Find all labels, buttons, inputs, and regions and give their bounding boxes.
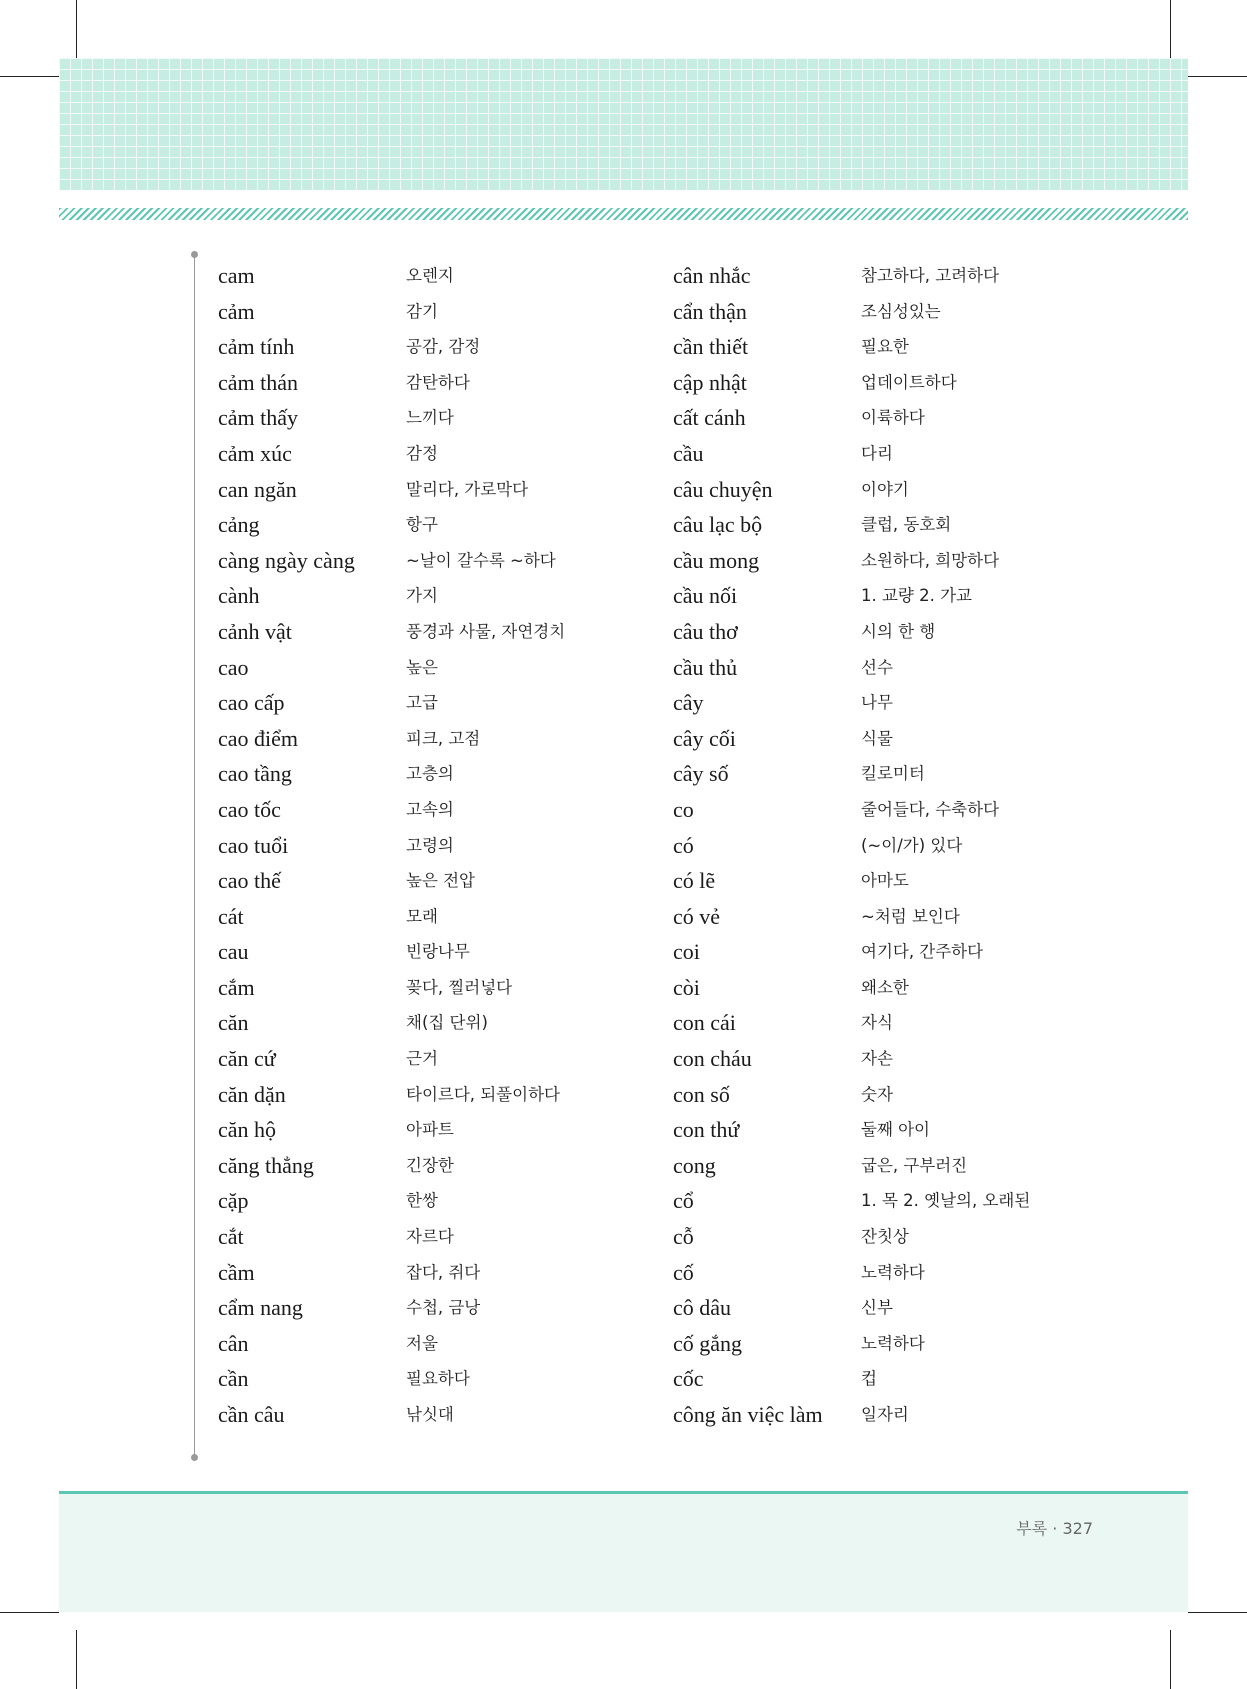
vietnamese-term: cốc (673, 1366, 704, 1392)
glossary-entry (218, 1219, 658, 1255)
glossary-entry (218, 1361, 658, 1397)
crop-mark-bottom-left-v (76, 1630, 77, 1689)
korean-meaning: 둘째 아이 (861, 1120, 931, 1140)
vietnamese-term: cố gắng (673, 1330, 743, 1356)
vietnamese-term: cây cối (673, 725, 736, 751)
korean-meaning: (~이/가) 있다 (861, 835, 963, 855)
vietnamese-term: cau (218, 939, 249, 965)
vietnamese-term: cầu (673, 440, 704, 466)
vietnamese-term: cao cấp (218, 690, 285, 716)
vietnamese-term: có (673, 832, 694, 858)
vietnamese-term: cân (218, 1330, 249, 1356)
korean-meaning: 나무 (861, 693, 893, 713)
vietnamese-term: có lẽ (673, 868, 716, 894)
vietnamese-term: cành (218, 583, 260, 609)
glossary-entry (673, 1397, 1113, 1433)
glossary-entry (673, 1326, 1113, 1362)
margin-rule-bottom-dot (191, 1454, 198, 1461)
vietnamese-term: cầu thủ (673, 654, 738, 680)
korean-meaning: 높은 전압 (406, 871, 476, 891)
vietnamese-term: cát (218, 903, 244, 929)
korean-meaning: 신부 (861, 1298, 893, 1318)
glossary-entry (673, 970, 1113, 1006)
korean-meaning: 항구 (406, 515, 438, 535)
glossary-entry (218, 1112, 658, 1148)
vietnamese-term: cao (218, 654, 249, 680)
korean-meaning: 필요한 (861, 337, 909, 357)
vietnamese-term: căn hộ (218, 1117, 277, 1143)
korean-meaning: 자손 (861, 1049, 893, 1069)
footer-band (59, 1494, 1188, 1612)
page-number: 327 (1062, 1519, 1093, 1538)
korean-meaning: 클럽, 동호회 (861, 515, 952, 535)
vietnamese-term: cảng (218, 512, 260, 538)
korean-meaning: 자르다 (406, 1227, 454, 1247)
korean-meaning: 이륙하다 (861, 408, 925, 428)
glossary-entry (673, 400, 1113, 436)
glossary-entry (218, 507, 658, 543)
korean-meaning: 수첩, 금낭 (406, 1298, 481, 1318)
korean-meaning: 오렌지 (406, 266, 454, 285)
glossary-entry (218, 472, 658, 508)
vietnamese-term: cây (673, 690, 704, 716)
korean-meaning: 식물 (861, 728, 893, 748)
glossary-entry (673, 1219, 1113, 1255)
glossary-entry (218, 578, 658, 614)
glossary-entry (218, 721, 658, 757)
korean-meaning: ~처럼 보인다 (861, 906, 960, 926)
korean-meaning: 아파트 (406, 1120, 454, 1140)
glossary-entry (218, 650, 658, 686)
glossary-column-right (673, 258, 1113, 1433)
korean-meaning: ~날이 갈수록 ~하다 (406, 550, 556, 570)
korean-meaning: 말리다, 가로막다 (406, 479, 529, 499)
glossary-entry (218, 1183, 658, 1219)
glossary-entry (218, 400, 658, 436)
margin-rule (194, 254, 195, 1458)
crop-mark-top-right-v (1170, 0, 1171, 58)
header-grid-band (59, 58, 1188, 190)
glossary-entry (218, 614, 658, 650)
vietnamese-term: con cái (673, 1010, 736, 1036)
vietnamese-term: câu chuyện (673, 476, 773, 502)
glossary-entry (673, 756, 1113, 792)
vietnamese-term: cô dâu (673, 1295, 732, 1321)
korean-meaning: 자식 (861, 1013, 893, 1033)
korean-meaning: 킬로미터 (861, 764, 925, 784)
vietnamese-term: cập nhật (673, 369, 747, 395)
header-stripe-band (59, 208, 1188, 220)
korean-meaning: 빈랑나무 (406, 942, 470, 962)
korean-meaning: 감탄하다 (406, 372, 470, 392)
korean-meaning: 고급 (406, 693, 438, 713)
korean-meaning: 1. 교량 2. 가교 (861, 586, 972, 606)
glossary-entry (218, 685, 658, 721)
glossary-entry (673, 685, 1113, 721)
glossary-entry (218, 1326, 658, 1362)
glossary-entry (218, 543, 658, 579)
glossary-entry (673, 1290, 1113, 1326)
vietnamese-term: cắm (218, 974, 255, 1000)
vietnamese-term: con thứ (673, 1117, 740, 1143)
korean-meaning: 가지 (406, 586, 438, 606)
vietnamese-term: cố (673, 1259, 694, 1285)
glossary-entry (673, 863, 1113, 899)
vietnamese-term: cam (218, 263, 255, 288)
glossary-column-left (218, 258, 658, 1433)
vietnamese-term: căng thẳng (218, 1152, 314, 1178)
vietnamese-term: con cháu (673, 1046, 752, 1072)
korean-meaning: 감정 (406, 443, 438, 463)
glossary-entry (218, 329, 658, 365)
glossary-entry (673, 436, 1113, 472)
korean-meaning: 노력하다 (861, 1333, 925, 1353)
korean-meaning: 근거 (406, 1049, 438, 1069)
glossary-entry (218, 365, 658, 401)
korean-meaning: 노력하다 (861, 1262, 925, 1282)
korean-meaning: 업데이트하다 (861, 372, 957, 392)
glossary-entry (673, 721, 1113, 757)
vietnamese-term: cao tốc (218, 796, 281, 822)
korean-meaning: 모래 (406, 906, 438, 926)
korean-meaning: 컵 (861, 1369, 877, 1389)
vietnamese-term: cao thế (218, 868, 281, 894)
korean-meaning: 한쌍 (406, 1191, 438, 1211)
vietnamese-term: cảm thán (218, 369, 299, 395)
vietnamese-term: cầu nối (673, 583, 738, 609)
crop-mark-top-left-h (0, 76, 59, 77)
glossary-entry (218, 1255, 658, 1291)
vietnamese-term: căn dặn (218, 1081, 286, 1107)
glossary-entry (673, 1148, 1113, 1184)
glossary-entry (673, 1041, 1113, 1077)
glossary-entry (673, 899, 1113, 935)
korean-meaning: 왜소한 (861, 977, 909, 997)
vietnamese-term: cảnh vật (218, 618, 292, 644)
glossary-entry (673, 934, 1113, 970)
glossary-entry (673, 792, 1113, 828)
vietnamese-term: cảm (218, 298, 255, 324)
vietnamese-term: cần thiết (673, 334, 749, 360)
glossary-entry (673, 365, 1113, 401)
korean-meaning: 긴장한 (406, 1155, 454, 1175)
glossary-entry (673, 1361, 1113, 1397)
korean-meaning: 소원하다, 희망하다 (861, 550, 1000, 570)
crop-mark-bottom-left-h (0, 1612, 59, 1613)
vietnamese-term: câu thơ (673, 618, 738, 644)
korean-meaning: 피크, 고점 (406, 728, 481, 748)
vietnamese-term: càng ngày càng (218, 547, 355, 573)
vietnamese-term: cổ (673, 1188, 694, 1214)
korean-meaning: 여기다, 간주하다 (861, 942, 984, 962)
vietnamese-term: cao tầng (218, 761, 292, 787)
crop-mark-top-left-v (76, 0, 77, 58)
glossary-entry (218, 1397, 658, 1433)
vietnamese-term: cân nhắc (673, 263, 751, 288)
glossary-entry (673, 1255, 1113, 1291)
glossary-entry (218, 970, 658, 1006)
glossary-entry (218, 1041, 658, 1077)
vietnamese-term: có vẻ (673, 903, 721, 929)
glossary-entry (218, 756, 658, 792)
glossary-entry (673, 1005, 1113, 1041)
korean-meaning: 시의 한 행 (861, 621, 936, 641)
korean-meaning: 고층의 (406, 764, 454, 784)
korean-meaning: 참고하다, 고려하다 (861, 266, 1000, 285)
vietnamese-term: còi (673, 974, 700, 1000)
korean-meaning: 다리 (861, 443, 893, 463)
separator: · (1052, 1519, 1058, 1538)
korean-meaning: 일자리 (861, 1405, 909, 1424)
glossary-entry (218, 1290, 658, 1326)
vietnamese-term: cẩm nang (218, 1295, 303, 1321)
margin-rule-top-dot (191, 251, 198, 258)
vietnamese-term: con số (673, 1081, 730, 1107)
crop-mark-bottom-right-v (1170, 1630, 1171, 1689)
vietnamese-term: coi (673, 939, 700, 965)
korean-meaning: 줄어들다, 수축하다 (861, 799, 1000, 819)
korean-meaning: 아마도 (861, 871, 909, 891)
vietnamese-term: căn cứ (218, 1046, 276, 1072)
glossary-entry (218, 258, 658, 294)
vietnamese-term: cất cánh (673, 405, 746, 431)
glossary-entry (673, 1112, 1113, 1148)
vietnamese-term: co (673, 796, 694, 822)
korean-meaning: 타이르다, 되풀이하다 (406, 1084, 560, 1104)
glossary-entry (673, 578, 1113, 614)
vietnamese-term: cảm thấy (218, 405, 299, 431)
korean-meaning: 잔칫상 (861, 1227, 909, 1247)
vietnamese-term: cỗ (673, 1224, 694, 1250)
vietnamese-term: cong (673, 1152, 716, 1178)
vietnamese-term: cảm xúc (218, 440, 292, 466)
crop-mark-bottom-right-h (1188, 1612, 1247, 1613)
vietnamese-term: cặp (218, 1188, 249, 1214)
glossary-entry (218, 1005, 658, 1041)
korean-meaning: 높은 (406, 657, 438, 677)
korean-meaning: 굽은, 구부러진 (861, 1155, 968, 1175)
glossary-entry (218, 1148, 658, 1184)
vietnamese-term: cắt (218, 1224, 244, 1250)
vietnamese-term: cao điểm (218, 725, 299, 751)
korean-meaning: 낚싯대 (406, 1405, 454, 1424)
korean-meaning: 고속의 (406, 799, 454, 819)
korean-meaning: 풍경과 사물, 자연경치 (406, 621, 566, 641)
glossary-entry (218, 1077, 658, 1113)
korean-meaning: 1. 목 2. 옛날의, 오래된 (861, 1191, 1031, 1211)
korean-meaning: 고령의 (406, 835, 454, 855)
glossary-entry (673, 828, 1113, 864)
glossary-entry (218, 294, 658, 330)
vietnamese-term: cầu mong (673, 547, 760, 573)
korean-meaning: 이야기 (861, 479, 909, 499)
glossary-entry (218, 436, 658, 472)
crop-mark-top-right-h (1188, 76, 1247, 77)
glossary-entry (673, 650, 1113, 686)
glossary-entry (218, 934, 658, 970)
vietnamese-term: cảm tính (218, 334, 295, 360)
korean-meaning: 잡다, 쥐다 (406, 1262, 481, 1282)
vietnamese-term: cần câu (218, 1402, 285, 1427)
glossary-entry (673, 1077, 1113, 1113)
glossary-entry (673, 543, 1113, 579)
vietnamese-term: cần (218, 1366, 249, 1392)
vietnamese-term: can ngăn (218, 476, 297, 502)
glossary-entry (218, 828, 658, 864)
vietnamese-term: cây số (673, 761, 729, 787)
glossary-entry (218, 792, 658, 828)
korean-meaning: 조심성있는 (861, 301, 941, 321)
korean-meaning: 숫자 (861, 1084, 893, 1104)
korean-meaning: 꽂다, 찔러넣다 (406, 977, 513, 997)
glossary-entry (673, 329, 1113, 365)
vietnamese-term: căn (218, 1010, 249, 1036)
vietnamese-term: câu lạc bộ (673, 512, 763, 538)
vietnamese-term: cao tuổi (218, 832, 289, 858)
page-label (1016, 1516, 1093, 1539)
glossary-entry (673, 294, 1113, 330)
korean-meaning: 느끼다 (406, 408, 454, 428)
glossary-entry (673, 258, 1113, 294)
section-label: 부록 (1016, 1519, 1048, 1538)
vietnamese-term: cầm (218, 1259, 255, 1285)
korean-meaning: 감기 (406, 301, 438, 321)
korean-meaning: 채(집 단위) (406, 1013, 488, 1033)
korean-meaning: 저울 (406, 1333, 438, 1353)
glossary-entry (673, 472, 1113, 508)
vietnamese-term: cẩn thận (673, 298, 747, 324)
glossary-entry (218, 899, 658, 935)
vietnamese-term: công ăn việc làm (673, 1402, 823, 1427)
glossary-entry (673, 614, 1113, 650)
glossary-entry (218, 863, 658, 899)
korean-meaning: 공감, 감정 (406, 337, 481, 357)
glossary-entry (673, 1183, 1113, 1219)
korean-meaning: 필요하다 (406, 1369, 470, 1389)
glossary-entry (673, 507, 1113, 543)
korean-meaning: 선수 (861, 657, 893, 677)
